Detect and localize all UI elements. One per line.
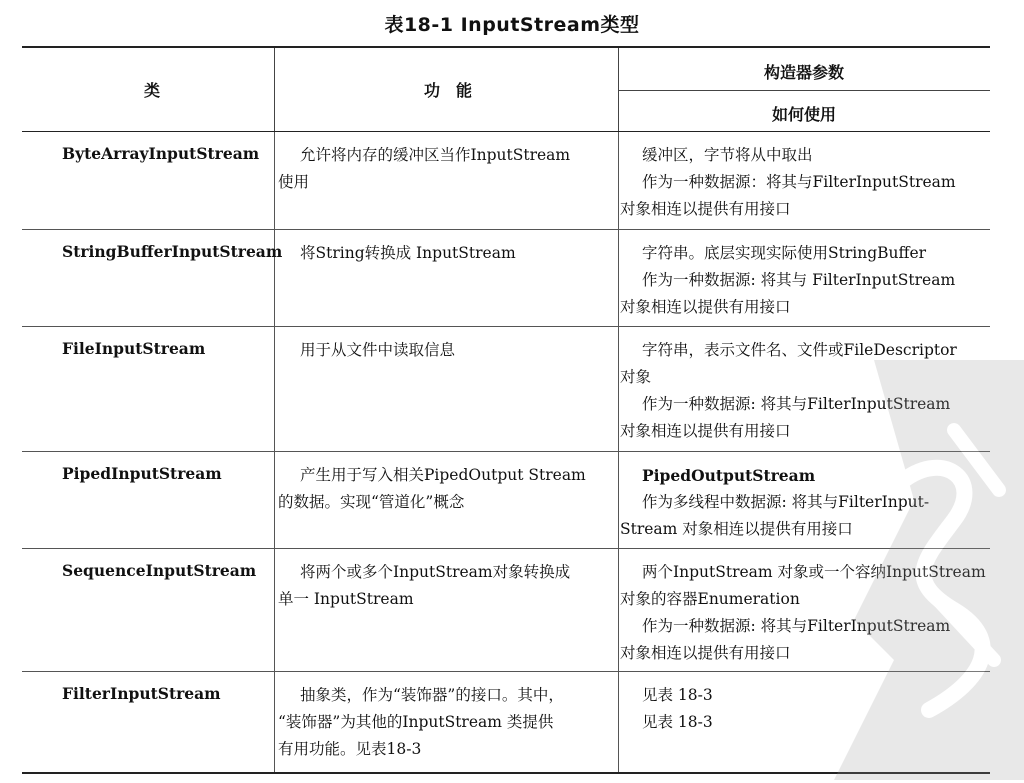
ctor-line: 作为多线程中数据源: 将其与FilterInput- [642, 493, 930, 511]
inputstream-table [22, 46, 990, 774]
class-name: StringBufferInputStream [62, 242, 283, 261]
function-line: 用于从文件中读取信息 [300, 341, 456, 359]
class-name: FilterInputStream [62, 684, 221, 703]
ctor-line: 字符串。底层实现实际使用StringBuffer [642, 244, 927, 262]
function-cell [278, 682, 608, 763]
ctor-line: 对象 [620, 368, 652, 386]
ctor-line: Stream 对象相连以提供有用接口 [620, 520, 853, 538]
ctor-line: 作为一种数据源: 将其与 FilterInputStream [642, 271, 956, 289]
header-function: 功 能 [423, 81, 472, 100]
table-row [22, 132, 990, 230]
header-class: 类 [143, 81, 160, 100]
ctor-line: 字符串，表示文件名、文件或FileDescriptor [642, 341, 957, 359]
ctor-cell [620, 337, 986, 445]
table-header [22, 48, 990, 132]
ctor-cell [620, 142, 986, 223]
ctor-line: 对象相连以提供有用接口 [620, 644, 791, 662]
ctor-cell [620, 682, 986, 736]
function-line: 将String转换成 InputStream [300, 244, 516, 262]
ctor-cell [620, 559, 986, 667]
function-cell [278, 462, 608, 516]
ctor-line: 作为一种数据源: 将其与FilterInputStream [642, 617, 951, 635]
class-name: ByteArrayInputStream [62, 144, 260, 163]
function-line: 使用 [278, 173, 310, 191]
function-line: 抽象类，作为“装饰器”的接口。其中， [300, 686, 564, 704]
header-constructor-args: 构造器参数 [763, 63, 844, 82]
function-cell [278, 240, 608, 267]
ctor-line: 作为一种数据源：将其与FilterInputStream [642, 173, 956, 191]
ctor-line: PipedOutputStream [642, 466, 816, 485]
header-usage: 如何使用 [771, 105, 836, 124]
class-name: PipedInputStream [62, 464, 222, 483]
ctor-line: 对象相连以提供有用接口 [620, 200, 791, 218]
ctor-line: 对象相连以提供有用接口 [620, 422, 791, 440]
function-line: 的数据。实现“管道化”概念 [278, 493, 465, 511]
ctor-line: 作为一种数据源: 将其与FilterInputStream [642, 395, 951, 413]
function-line: 将两个或多个InputStream对象转换成 [300, 563, 571, 581]
ctor-cell [620, 462, 986, 543]
class-name: FileInputStream [62, 339, 206, 358]
ctor-line: 两个InputStream 对象或一个容纳InputStream [642, 563, 986, 581]
table-row [22, 230, 990, 327]
table-row [22, 672, 990, 772]
function-cell [278, 337, 608, 364]
ctor-line: 见表 18-3 [642, 713, 713, 731]
ctor-line: 对象相连以提供有用接口 [620, 298, 791, 316]
function-line: 允许将内存的缓冲区当作InputStream [300, 146, 571, 164]
table-caption: 表18-1 InputStream类型 [384, 14, 640, 36]
function-line: 产生用于写入相关PipedOutput Stream [300, 466, 586, 484]
class-name: SequenceInputStream [62, 561, 257, 580]
function-cell [278, 142, 608, 196]
table-row [22, 327, 990, 452]
function-cell [278, 559, 608, 613]
ctor-cell [620, 240, 986, 321]
table-row [22, 549, 990, 672]
function-line: “装饰器”为其他的InputStream 类提供 [278, 713, 554, 731]
ctor-line: 对象的容器Enumeration [620, 590, 800, 608]
function-line: 有用功能。见表18-3 [278, 740, 422, 758]
ctor-line: 见表 18-3 [642, 686, 713, 704]
table-row [22, 452, 990, 549]
function-line: 单一 InputStream [278, 590, 414, 608]
ctor-line: 缓冲区，字节将从中取出 [642, 146, 813, 164]
